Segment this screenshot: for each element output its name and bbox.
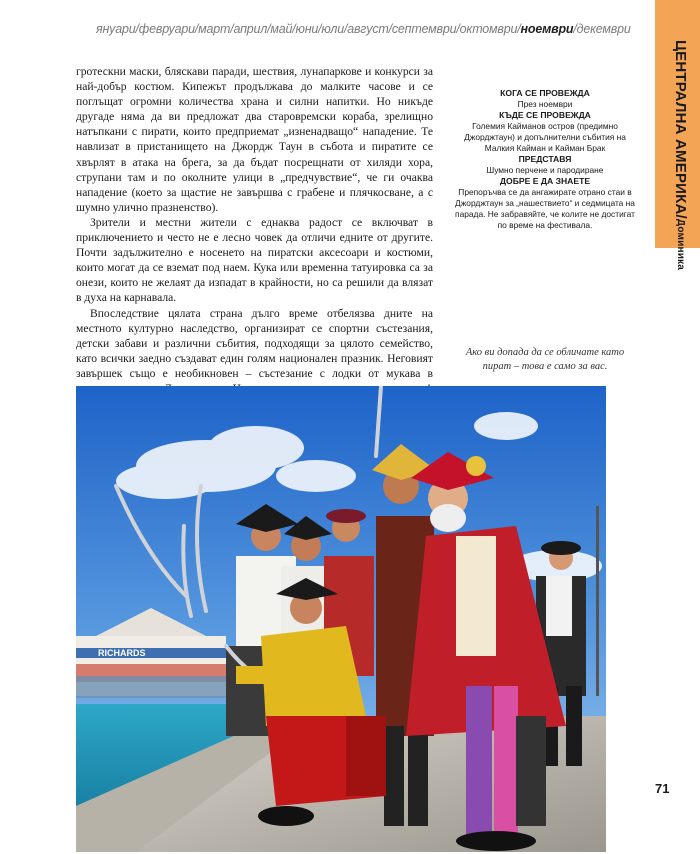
photo-caption: Ако ви допада да се обличате като пират – това е само за вас. xyxy=(465,347,625,372)
months-before: януари/февруари/март/април/май/юни/юли/август/септември/октомври/ xyxy=(96,22,521,36)
pirates-photo xyxy=(76,386,606,852)
know-value: Препоръчва се да ангажирате отрано стаи в Джорджтаун за „нашествието“ и седмицата на парада. Не забравяйте, че колите не достигат по време на фестивала. xyxy=(455,187,635,230)
region-label xyxy=(667,40,689,270)
article-paragraph: Зрители и местни жители с еднаква радост се включват в приключението и често не е лесно човек да отличи едните от другите. Почти задължително е носенето на пиратски аксесоари и костюми, които могат да се вземат под наем. Кука или временна татуировка са за онези, които не желаят да изпадат в крайности, но са решили да влязат в духа на карнавала. xyxy=(76,215,433,305)
region-name: ЦЕНТРАЛНА АМЕРИКА/ xyxy=(672,40,689,219)
article-paragraph: Впоследствие цялата страна дълго време отбелязва дните на местното културно наследство, организират се спортни състезания, детски забави и различни събития, подходящи за цялото семейство, като всички заедно създават един голям национален празник. Неговият завършек също е необикновен – състезание с лодки от мукава в xyxy=(76,306,433,380)
where-value: Големия Кайманов остров (предимно Джорджтаун) и допълнителни събития на Малкия Кайман и Кайман Брак xyxy=(464,121,626,153)
what-value: Шумно перчене и пародиране xyxy=(486,165,604,175)
months-after: /декември xyxy=(573,22,631,36)
region-side-tab xyxy=(655,0,700,271)
know-heading: ДОБРЕ Е ДА ЗНАЕТЕ xyxy=(499,176,591,186)
what-heading: ПРЕДСТАВЯ xyxy=(518,154,572,164)
lamp-post xyxy=(596,506,599,696)
article-body xyxy=(76,64,433,396)
when-value: През ноември xyxy=(517,99,573,109)
sign-text: RICHARDS xyxy=(98,648,146,658)
current-month: ноември xyxy=(520,22,574,36)
when-heading: КОГА СЕ ПРОВЕЖДА xyxy=(500,88,590,98)
where-heading: КЪДЕ СЕ ПРОВЕЖДА xyxy=(499,110,591,120)
festival-info-box xyxy=(452,88,638,231)
country-name: Доминика xyxy=(675,218,686,271)
page-number: 71 xyxy=(655,781,670,796)
month-navigation xyxy=(96,22,641,36)
article-paragraph: гротескни маски, бляскави паради, шествия, лунапаркове и конкурси за най-добър костюм. Кипежът продължава до малките часове и се поглъщат огромни количества храна и силни напитки. Но никъде другаде няма да ви предложат два старовремски кораба, зрелищно натъпкани с пирати, които предприемат „изненадващо“ нападение. Те навлизат в пристанището на Джордж Таун в събота и пиратите се хвърлят в атака на брега, за да бъдат посрещнати от хиляди хора, струпани там и по околните улици в „предчувствие“, че ги очаква нападение (което за щастие не завършва с грабене и плячкосване, а с шумно улично празненство). xyxy=(76,65,433,214)
